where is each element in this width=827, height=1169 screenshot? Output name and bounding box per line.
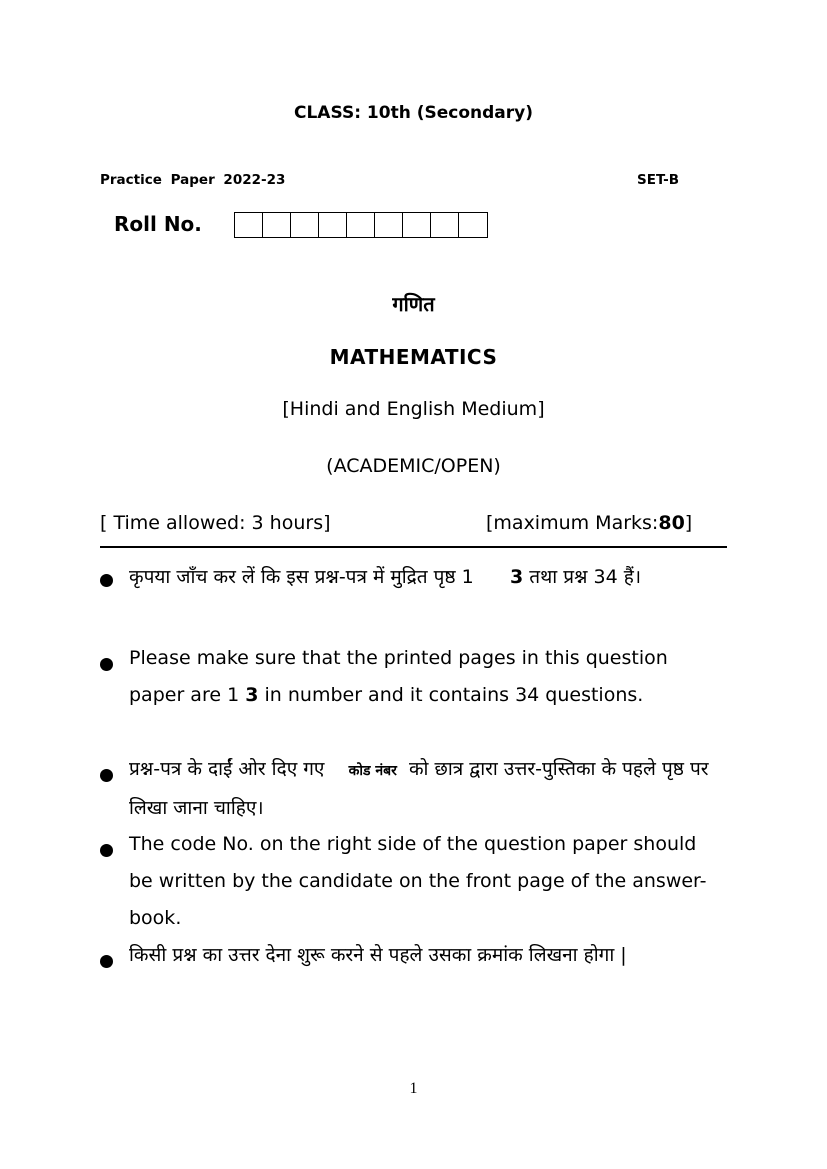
roll-digit-box: [347, 213, 375, 237]
max-marks-value: 80: [658, 512, 685, 534]
roll-digit-box: [431, 213, 459, 237]
roll-digit-box: [291, 213, 319, 237]
bullet-icon: [100, 769, 113, 782]
max-marks-prefix: [maximum Marks:: [486, 512, 659, 534]
instruction-text: कृपया जाँच कर लें कि इस प्रश्न-पत्र में मुद्रित पृष्ठ 1 3 तथा प्रश्न 34 हैं।: [129, 566, 642, 588]
roll-number-boxes: [234, 212, 488, 238]
roll-digit-box: [375, 213, 403, 237]
roll-digit-box: [403, 213, 431, 237]
medium-label: [Hindi and English Medium]: [282, 398, 545, 420]
bullet-icon: [100, 844, 113, 857]
maximum-marks: [486, 512, 692, 534]
roll-digit-box: [459, 213, 487, 237]
subject-title-english: MATHEMATICS: [329, 345, 498, 369]
instruction-text: Please make sure that the printed pages in this question paper are 1 3 in number and it contains 34 questions.: [129, 647, 668, 706]
subject-title-hindi: गणित: [392, 292, 435, 316]
instruction-text: प्रश्न-पत्र के दाईं ओर दिए गए कोड नंबर को छात्र द्वारा उत्तर-पुस्तिका के पहले पृष्ठ पर लिखा जाना चाहिए।: [129, 758, 709, 819]
roll-digit-box: [263, 213, 291, 237]
class-title: CLASS: 10th (Secondary): [294, 103, 533, 123]
instruction-text: किसी प्रश्न का उत्तर देना शुरू करने से पहले उसका क्रमांक लिखना होगा |: [129, 944, 627, 966]
roll-digit-box: [235, 213, 263, 237]
max-marks-suffix: ]: [684, 512, 693, 534]
roll-number-label: Roll No.: [114, 212, 202, 236]
instruction-text: The code No. on the right side of the question paper should be written by the candidate on the front page of the answer-book.: [129, 833, 707, 929]
bullet-icon: [100, 658, 113, 671]
bullet-icon: [100, 955, 113, 968]
mode-label: (ACADEMIC/OPEN): [326, 455, 501, 477]
page-number: 1: [409, 1080, 418, 1097]
header-divider: [100, 546, 727, 548]
practice-paper-label: Practice Paper 2022-23: [100, 172, 286, 188]
set-label: SET-B: [637, 172, 680, 188]
roll-digit-box: [319, 213, 347, 237]
bullet-icon: [100, 574, 113, 587]
time-allowed: [ Time allowed: 3 hours]: [100, 512, 331, 534]
